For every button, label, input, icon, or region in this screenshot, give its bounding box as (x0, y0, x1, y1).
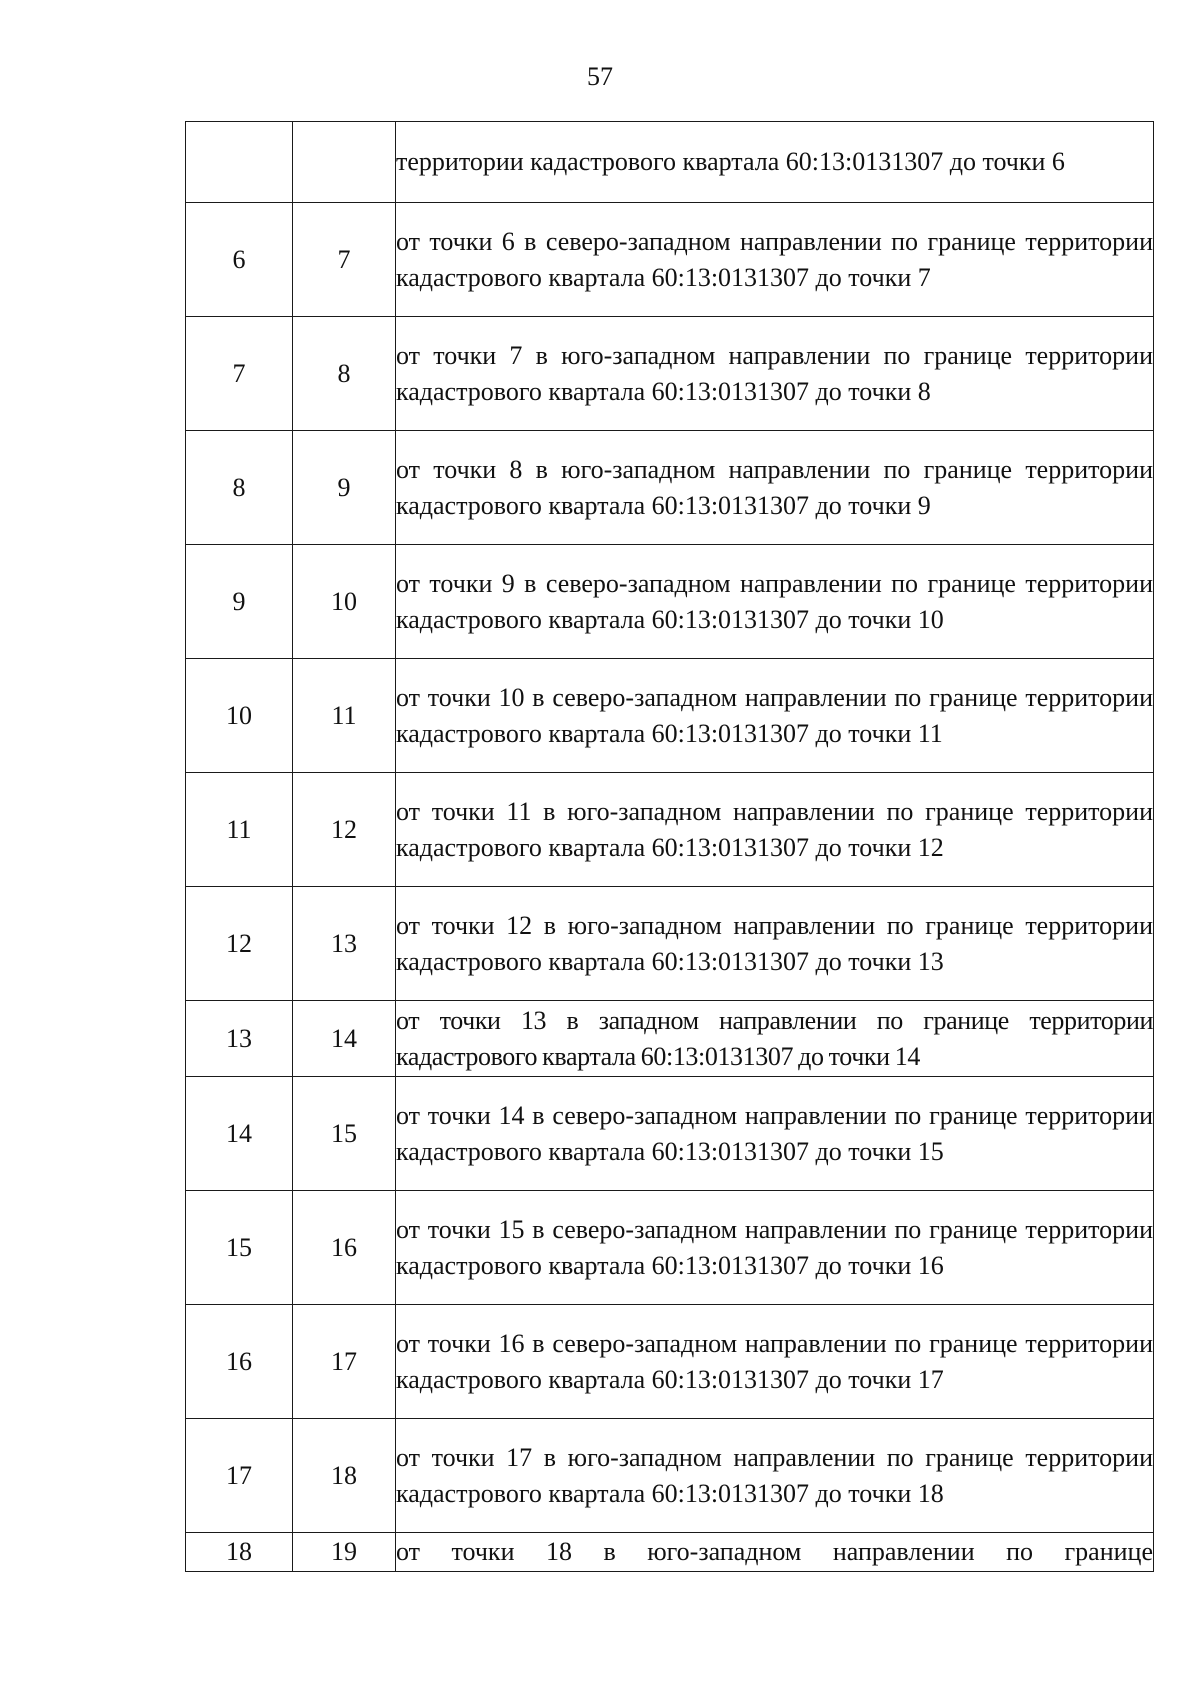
point-from-cell: 10 (186, 659, 293, 773)
boundary-description-cell: от точки 12 в юго-западном направлении по границе территории кадастрового квартала 60:13:0131307 до точки 13 (396, 887, 1154, 1001)
table-row (186, 545, 1154, 659)
point-to-cell (293, 122, 396, 203)
point-to-cell: 10 (293, 545, 396, 659)
point-from-cell: 12 (186, 887, 293, 1001)
boundary-description-cell: от точки 17 в юго-западном направлении по границе территории кадастрового квартала 60:13:0131307 до точки 18 (396, 1419, 1154, 1533)
point-from-cell: 17 (186, 1419, 293, 1533)
boundary-description-cell: от точки 15 в северо-западном направлении по границе территории кадастрового квартала 60:13:0131307 до точки 16 (396, 1191, 1154, 1305)
boundary-description-cell: от точки 10 в северо-западном направлении по границе территории кадастрового квартала 60:13:0131307 до точки 11 (396, 659, 1154, 773)
boundary-description-cell: от точки 6 в северо-западном направлении по границе территории кадастрового квартала 60:13:0131307 до точки 7 (396, 203, 1154, 317)
point-to-cell: 8 (293, 317, 396, 431)
page-number: 57 (587, 62, 613, 91)
table-row (186, 887, 1154, 1001)
point-to-cell: 17 (293, 1305, 396, 1419)
point-from-cell: 6 (186, 203, 293, 317)
table-row (186, 203, 1154, 317)
table-row (186, 431, 1154, 545)
boundary-description-cell: от точки 16 в северо-западном направлении по границе территории кадастрового квартала 60:13:0131307 до точки 17 (396, 1305, 1154, 1419)
point-to-cell: 15 (293, 1077, 396, 1191)
boundary-description-cell: от точки 9 в северо-западном направлении по границе территории кадастрового квартала 60:13:0131307 до точки 10 (396, 545, 1154, 659)
point-to-cell: 9 (293, 431, 396, 545)
point-to-cell: 19 (293, 1533, 396, 1572)
table-row (186, 773, 1154, 887)
point-to-cell: 13 (293, 887, 396, 1001)
table-row (186, 1419, 1154, 1533)
boundary-description-cell: от точки 8 в юго-западном направлении по границе территории кадастрового квартала 60:13:0131307 до точки 9 (396, 431, 1154, 545)
point-from-cell: 7 (186, 317, 293, 431)
boundary-description-cell: территории кадастрового квартала 60:13:0131307 до точки 6 (396, 122, 1154, 203)
point-from-cell: 18 (186, 1533, 293, 1572)
boundary-description-cell: от точки 11 в юго-западном направлении по границе территории кадастрового квартала 60:13:0131307 до точки 12 (396, 773, 1154, 887)
table-row (186, 1001, 1154, 1077)
boundary-description-cell: от точки 13 в западном направлении по границе территории кадастрового квартала 60:13:0131307 до точки 14 (396, 1001, 1154, 1077)
table-row (186, 659, 1154, 773)
table-row (186, 1305, 1154, 1419)
boundary-table (185, 121, 1154, 1572)
point-to-cell: 11 (293, 659, 396, 773)
table-row (186, 1077, 1154, 1191)
point-from-cell: 15 (186, 1191, 293, 1305)
point-from-cell: 8 (186, 431, 293, 545)
point-from-cell: 13 (186, 1001, 293, 1077)
boundary-description-cell: от точки 18 в юго-западном направлении по границе (396, 1533, 1154, 1572)
table-row (186, 317, 1154, 431)
table-row (186, 122, 1154, 203)
point-to-cell: 14 (293, 1001, 396, 1077)
boundary-description-cell: от точки 14 в северо-западном направлении по границе территории кадастрового квартала 60:13:0131307 до точки 15 (396, 1077, 1154, 1191)
point-from-cell: 11 (186, 773, 293, 887)
boundary-description-cell: от точки 7 в юго-западном направлении по границе территории кадастрового квартала 60:13:0131307 до точки 8 (396, 317, 1154, 431)
point-to-cell: 16 (293, 1191, 396, 1305)
table-row (186, 1533, 1154, 1572)
point-from-cell: 14 (186, 1077, 293, 1191)
point-from-cell: 9 (186, 545, 293, 659)
point-to-cell: 12 (293, 773, 396, 887)
point-to-cell: 7 (293, 203, 396, 317)
point-from-cell: 16 (186, 1305, 293, 1419)
point-to-cell: 18 (293, 1419, 396, 1533)
table-row (186, 1191, 1154, 1305)
point-from-cell (186, 122, 293, 203)
